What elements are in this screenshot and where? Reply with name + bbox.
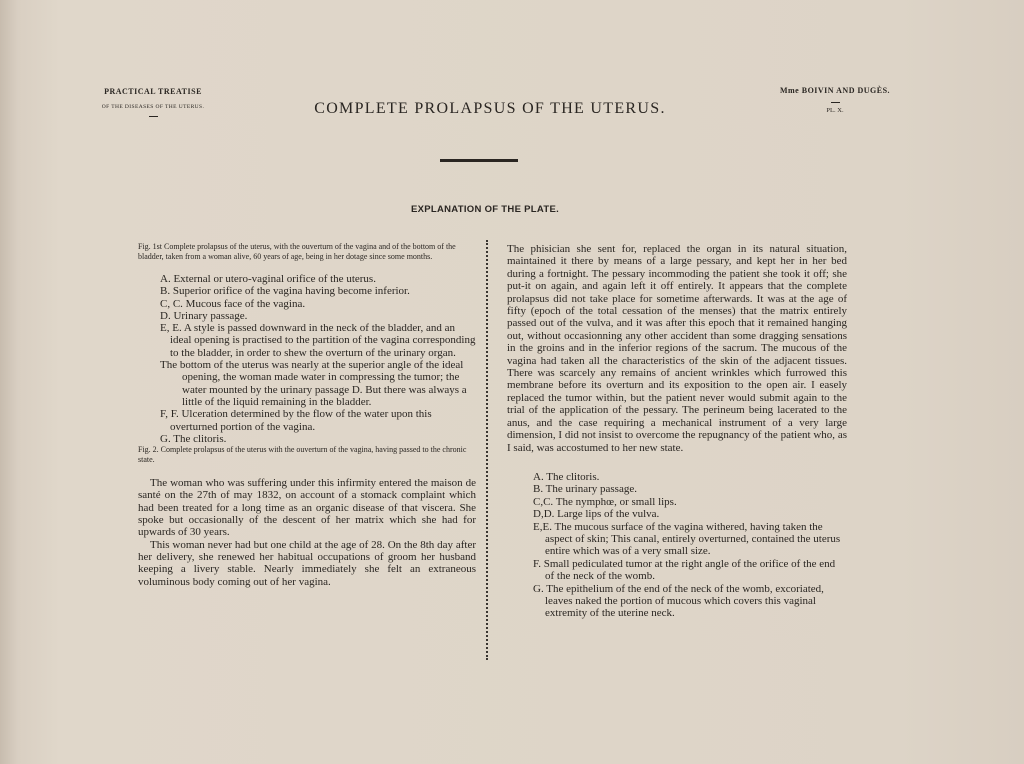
header-right-dash (831, 102, 840, 103)
legend-item: A. The clitoris. (533, 470, 600, 483)
plate-number: PL. X. (826, 107, 844, 114)
legend-item: C,C. The nymphœ, or small lips. (533, 495, 677, 508)
column-divider (486, 240, 488, 660)
fig1-legend-continued (138, 408, 476, 445)
header-right (760, 86, 910, 114)
series-subtitle: OF THE DISEASES OF THE UTERUS. (101, 104, 205, 110)
legend-item: D,D. Large lips of the vulva. (533, 508, 660, 521)
left-column (138, 242, 476, 588)
fig2-legend (507, 471, 847, 620)
case-continuation: The phisician she sent for, replaced the organ in its natural situation, maintained it there by means of a large pessary, and kept her in her bed during a fortnight. The pessary incommoding the patient she took it off; she put-it on again, and again left it off entirely. It appears that the complete prolapsus did not take place for sometime afterwards. It was at the age of fifty (epoch of the total cessation of the menses) that the matrix entirely passed out of the vulva, and it was after this epoch that it remained hanging out, without occasionning any other accident than some dragging sensations in the groins and in the inferior regions of the sacrum. The mucous of the vagina had taken all the characteristics of the skin of the adjacent tissues. There was scarcely any remains of ancient wrinkles which furrowed this membrane before its overturn and its exposition to the open air. I easely replaced the tumor within, but the patient never would submit again to the trial of the application of the pessary. The perineum being lacerated to the anus, and the case requiring a mechanical instrument of a very large dimension, I did not insist to overcome the repugnancy of the patient who, as I said, was accostumed to her new state. (507, 243, 847, 454)
case-paragraph: This woman never had but one child at the age of 28. On the 8th day after her delivery, she renewed her habitual occupations of groom her husband keeping a livery stable. Nearly immediately she felt an extraneous voluminous body coming out of her vagina. (138, 538, 476, 588)
header-left (88, 87, 218, 117)
legend-item: G. The clitoris. (160, 432, 227, 445)
legend-item: E, E. A style is passed downward in the neck of the bladder, and an ideal opening is practised to the partition of the vagina corresponding to the bladder, in order to shew the overturn of the urinary organ. (160, 322, 476, 359)
legend-item: B. Superior orifice of the vagina having become inferior. (160, 285, 410, 298)
fig1-paragraph: The bottom of the uterus was nearly at the superior angle of the ideal opening, the woman made water in compressing the tumor; the water mounted by the urinary passage D. But there was always a little of the liquid remaining in the bladder. (160, 359, 467, 408)
header-left-dash (149, 116, 158, 117)
fig1-legend (138, 273, 476, 359)
section-heading: EXPLANATION OF THE PLATE. (410, 204, 560, 215)
legend-item: G. The epithelium of the end of the neck of the womb, excoriated, leaves naked the portion of mucous which covers this vaginal extremity of the uterine neck. (533, 582, 824, 620)
legend-item: D. Urinary passage. (160, 309, 248, 322)
legend-item: A. External or utero-vaginal orifice of the uterus. (160, 273, 376, 285)
series-title: PRACTICAL TREATISE (104, 87, 202, 96)
legend-item: B. The urinary passage. (533, 483, 637, 496)
page-title: COMPLETE PROLAPSUS OF THE UTERUS. (314, 100, 666, 117)
title-rule (440, 159, 518, 162)
legend-item: F. Small pediculated tumor at the right angle of the orifice of the end of the neck of the womb. (533, 557, 836, 583)
case-history (138, 477, 476, 588)
legend-item: F, F. Ulceration determined by the flow of the water upon this overturned portion of the vagina. (160, 408, 432, 433)
authors: Mme BOIVIN AND DUGÈS. (779, 86, 891, 95)
fig2-caption: Fig. 2. Complete prolapsus of the uterus with the ouverturn of the vagina, having passed to the chronic state. (138, 445, 467, 465)
case-paragraph: The woman who was suffering under this infirmity entered the maison de santé on the 27th of may 1832, on account of a stomack complaint which had been treated for a long time as an organic disease of that viscera. She spoke but occasionally of the descent of her matrix which she had for upwards of 30 years. (138, 477, 476, 539)
legend-item: C, C. Mucous face of the vagina. (160, 297, 306, 310)
right-column (507, 243, 847, 620)
fig1-caption: Fig. 1st Complete prolapsus of the uterus, with the ouverturn of the vagina and of the bottom of the bladder, taken from a woman alive, 60 years of age, being in her dotage since some months. (138, 242, 456, 261)
legend-item: E,E. The mucous surface of the vagina withered, having taken the aspect of skin; This canal, entirely overturned, contained the uterus entire which was of a very small size. (533, 520, 841, 558)
